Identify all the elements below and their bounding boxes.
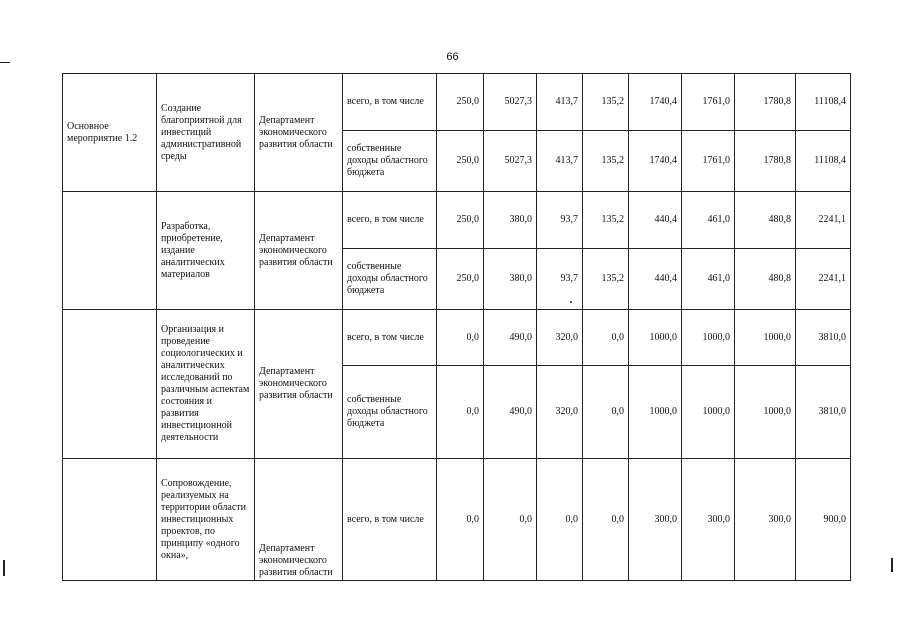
- value-cell: 1000,0: [682, 310, 735, 366]
- table-row: [63, 310, 851, 366]
- value-cell: 0,0: [437, 459, 484, 581]
- value-cell: 380,0: [484, 249, 537, 310]
- value-cell: 0,0: [583, 310, 629, 366]
- value-cell: 490,0: [484, 366, 537, 459]
- value-cell: 413,7: [537, 74, 583, 131]
- value-cell: 0,0: [484, 459, 537, 581]
- value-cell: 380,0: [484, 192, 537, 249]
- value-cell: 93,7: [537, 249, 583, 310]
- value-cell: 300,0: [629, 459, 682, 581]
- value-cell: 300,0: [682, 459, 735, 581]
- value-cell: 1780,8: [735, 74, 796, 131]
- value-cell: 440,4: [629, 249, 682, 310]
- value-cell: 300,0: [735, 459, 796, 581]
- value-cell: 250,0: [437, 192, 484, 249]
- scan-speck: [570, 301, 572, 303]
- source-label: всего, в том числе: [343, 310, 437, 366]
- measure-cell: [63, 192, 157, 310]
- value-cell: 3810,0: [796, 310, 851, 366]
- value-cell: 1761,0: [682, 74, 735, 131]
- value-cell: 0,0: [437, 366, 484, 459]
- source-label: всего, в том числе: [343, 192, 437, 249]
- source-label: всего, в том числе: [343, 74, 437, 131]
- value-cell: 11108,4: [796, 74, 851, 131]
- value-cell: 1000,0: [735, 366, 796, 459]
- value-cell: 480,8: [735, 249, 796, 310]
- value-cell: 135,2: [583, 249, 629, 310]
- value-cell: 2241,1: [796, 249, 851, 310]
- value-cell: 1000,0: [735, 310, 796, 366]
- value-cell: 93,7: [537, 192, 583, 249]
- value-cell: 135,2: [583, 192, 629, 249]
- executor-cell: Департамент экономического развития области: [255, 192, 343, 310]
- source-label: собственные доходы областного бюджета: [343, 366, 437, 459]
- value-cell: 461,0: [682, 192, 735, 249]
- task-cell: Организация и проведение социологических и аналитических исследований по различным аспектам состояния и развития инвестиционной деятельности: [157, 310, 255, 459]
- value-cell: 0,0: [583, 459, 629, 581]
- value-cell: 3810,0: [796, 366, 851, 459]
- value-cell: 135,2: [583, 74, 629, 131]
- value-cell: 320,0: [537, 366, 583, 459]
- value-cell: 1740,4: [629, 74, 682, 131]
- value-cell: 5027,3: [484, 131, 537, 192]
- source-label: собственные доходы областного бюджета: [343, 249, 437, 310]
- measure-cell: Основное мероприятие 1.2: [63, 74, 157, 192]
- value-cell: 5027,3: [484, 74, 537, 131]
- value-cell: 250,0: [437, 131, 484, 192]
- task-cell: Сопровождение, реализуемых на территории области инвестиционных проектов, по принципу «одного окна»,: [157, 459, 255, 581]
- value-cell: 320,0: [537, 310, 583, 366]
- measure-cell: [63, 459, 157, 581]
- value-cell: 440,4: [629, 192, 682, 249]
- value-cell: 1000,0: [682, 366, 735, 459]
- value-cell: 1761,0: [682, 131, 735, 192]
- page-number: 66: [446, 51, 459, 63]
- left-edge-mark: [0, 62, 10, 63]
- task-cell: Разработка, приобретение, издание аналитических материалов: [157, 192, 255, 310]
- executor-cell: Департамент экономического развития области: [255, 74, 343, 192]
- value-cell: 461,0: [682, 249, 735, 310]
- value-cell: 0,0: [437, 310, 484, 366]
- value-cell: 480,8: [735, 192, 796, 249]
- value-cell: 11108,4: [796, 131, 851, 192]
- value-cell: 1000,0: [629, 310, 682, 366]
- table-row: [63, 74, 851, 131]
- right-edge-bar: [891, 558, 893, 572]
- left-edge-bar: [3, 560, 5, 576]
- value-cell: 250,0: [437, 74, 484, 131]
- value-cell: 0,0: [583, 366, 629, 459]
- value-cell: 490,0: [484, 310, 537, 366]
- task-cell: Создание благоприятной для инвестиций административной среды: [157, 74, 255, 192]
- value-cell: 135,2: [583, 131, 629, 192]
- table-row: [63, 459, 851, 581]
- value-cell: 1780,8: [735, 131, 796, 192]
- executor-cell: Департамент экономического развития области: [255, 310, 343, 459]
- value-cell: 250,0: [437, 249, 484, 310]
- measure-cell: [63, 310, 157, 459]
- budget-table: [62, 73, 851, 581]
- value-cell: 2241,1: [796, 192, 851, 249]
- value-cell: 0,0: [537, 459, 583, 581]
- executor-cell: Департамент экономического развития области: [255, 459, 343, 581]
- source-label: собственные доходы областного бюджета: [343, 131, 437, 192]
- value-cell: 413,7: [537, 131, 583, 192]
- source-label: всего, в том числе: [343, 459, 437, 581]
- value-cell: 1000,0: [629, 366, 682, 459]
- value-cell: 1740,4: [629, 131, 682, 192]
- table-row: [63, 192, 851, 249]
- value-cell: 900,0: [796, 459, 851, 581]
